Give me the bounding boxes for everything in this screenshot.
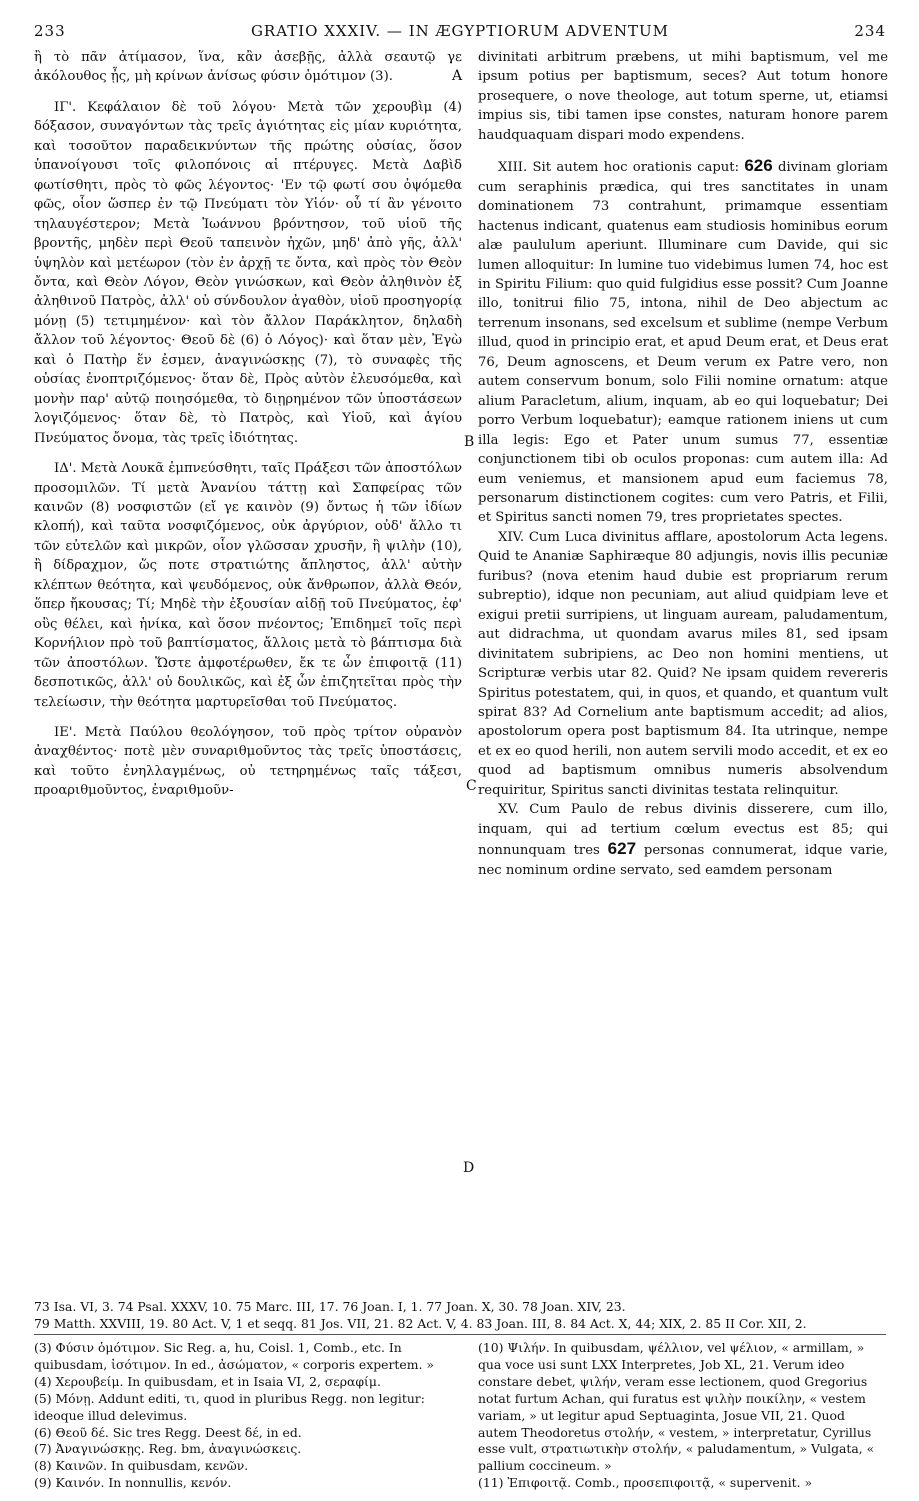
footnote: (9) Καινόν. In nonnullis, κενόν.: [34, 1475, 232, 1491]
page-number-left: 233: [34, 22, 66, 40]
greek-paragraph: ΙΕ'. Μετὰ Παύλου θεολόγησον, τοῦ πρὸς τρίτον οὐρανὸν ἀναχθέντος· ποτὲ μὲν συναριθμοῦντος τὰς τρεῖς ὑποστάσεις, καὶ τοῦτο ἐνηλλαγμένως, οὐ τετηρημένως ταῖς τάξεσι, προαριθμοῦντος, ἐναριθμοῦν-: [34, 724, 462, 799]
column-number: 626: [744, 156, 773, 176]
latin-paragraph: XIV. Cum Luca divinitus afflare, apostolorum Acta legens. Quid te Ananiæ Saphiræque 80 adjungis, novis illis pecuniæ furibus? (nova etenim haud dubie est propriarum rerum subreptio), idque non pecuniam, aut aliud quidpiam leve et exigui pretii surripiens, ut linguam auream, paludamentum, aut didrachma, ut quondam avarus miles 81, sed ipsam divinitatem subripiens, ac Deo non homini mentiens, ut Scripturæ verbis utar 82. Quid? Ne ipsam quidem revereris Spiritus potestatem, qui, in quos, et quando, et quantum vult spirat 83? Ad Cornelium ante baptismum accedit; ad alios, apostolorum opera post baptismum 84. Ita utrinque, nempe et ex eo quod herili, non autem servili modo accedit, et ex eo quod ad baptismum omnibus numeris absolvendum requiritur, Spiritus sancti divinitas testata relinquitur.: [478, 529, 888, 798]
margin-letter-b: B: [464, 434, 475, 450]
margin-letter-d: D: [463, 1160, 475, 1176]
footnote: (10) Ψιλήν. In quibusdam, ψέλλιον, vel ψέλιον, « armillam, » qua voce usi sunt LXX Interpretes, Job XL, 21. Verum ideo constare debet, ψιλήν, veram esse lectionem, quod Gregorius notat furtum Achan, qui furatus est ψιλὴν ποικίλην, « vestem variam, » ut legitur apud Septuaginta, Josue VII, 21. Quod autem Theodoretus στολήν, « vestem, » interpretatur, Cyrillus esse vult, στρατιωτικὴν στολήν, « paludamentum, » Vulgata, « pallium coccineum. »: [478, 1340, 875, 1474]
footnotes-right: [478, 1340, 888, 1492]
footnote: (7) Ἀναγινώσκῃς. Reg. bm, ἀναγινώσκεις.: [34, 1441, 302, 1457]
footnote: (5) Μόνῃ. Addunt editi, τι, quod in pluribus Regg. non legitur: ideoque illud delevimus.: [34, 1390, 425, 1423]
greek-column: [34, 48, 462, 801]
scripture-reference-line: 79 Matth. XXVIII, 19. 80 Act. V, 1 et seqq. 81 Jos. VII, 21. 82 Act. V, 4. 83 Joan. III, 8. 84 Act. X, 44; XIX, 2. 85 II Cor. XII, 2.: [34, 1316, 807, 1332]
footnote: (4) Χερουβείμ. In quibusdam, et in Isaia VI, 2, σεραφίμ.: [34, 1373, 381, 1389]
scripture-reference-line: 73 Isa. VI, 3. 74 Psal. XXXV, 10. 75 Marc. III, 17. 76 Joan. I, 1. 77 Joan. X, 30. 78 Joan. XIV, 23.: [34, 1299, 626, 1314]
scripture-references: [34, 1298, 886, 1332]
greek-paragraph: ΙΓ'. Κεφάλαιον δὲ τοῦ λόγου· Μετὰ τῶν χερουβὶμ (4) δόξασον, συναγόντων τὰς τρεῖς ἁγιότητας εἰς μίαν κυριότητα, καὶ τοσοῦτον παραδεικνύντων τῆς πρώτης οὐσίας, ὅσον ὑπανοίγουσι τοῖς φιλοπόνοις αἱ πτέρυγες. Μετὰ Δαβὶδ φωτίσθητι, πρὸς τὸ φῶς λέγοντος· 'Εν τῷ φωτί σου ὀψόμεθα φῶς, οἷον ὥσπερ ἐν τῷ Πνεύματι τὸν Υἱόν· οὗ τί ἂν γένοιτο τηλαυγέστερον; Μετὰ Ἰωάννου βρόντησον, τοῦ υἱοῦ τῆς βροντῆς, μηδὲν περὶ Θεοῦ ταπεινὸν ἠχῶν, μηδ' ἀπὸ γῆς, ἀλλ' ὑψηλὸν καὶ μετέωρον (τὸν ἐν ἀρχῇ τε ὄντα, καὶ πρὸς τὸν Θεὸν ὄντα, καὶ Θεὸν Λόγον, Θεὸν γινώσκων, καὶ Θεὸν ἀληθινὸν ἐξ ἀληθινοῦ Πατρὸς, ἀλλ' οὐ σύνδουλον ἀγαθὸν, υἱοῦ προσηγορίᾳ μόνῃ (5) τετιμημένον· καὶ τὸν ἄλλον Παράκλητον, δηλαδὴ ἄλλον τοῦ λέγοντος· Θεοῦ δὲ (6) ὁ Λόγος)· καὶ ὅταν μὲν, Ἐγὼ καὶ ὁ Πατὴρ ἕν ἐσμεν, ἀναγινώσκῃς (7), τὸ συναφὲς τῆς οὐσίας ἐνοπτριζόμενος· ὅταν δὲ, Πρὸς αὐτὸν ἐλευσόμεθα, καὶ μονὴν παρ' αὐτῷ ποιησόμεθα, τὸ διῃρημένον τῶν ὑποστάσεων λογιζόμενος· ὅταν δὲ, τὸ Πατρὸς, καὶ Υἱοῦ, καὶ ἁγίου Πνεύματος ὄνομα, τὰς τρεῖς ἰδιότητας.: [34, 99, 462, 446]
footnote: (8) Καινῶν. In quibusdam, κενῶν.: [34, 1458, 249, 1474]
running-title: GRATIO XXXIV. — IN ÆGYPTIORUM ADVENTUM: [250, 22, 670, 40]
footnote: (11) Ἐπιφοιτᾷ. Comb., προσεπιφοιτᾷ, « supervenit. »: [478, 1475, 813, 1491]
page-number-right: 234: [854, 22, 886, 40]
latin-paragraph: XIII. Sit autem hoc orationis caput: 626 divinam gloriam cum seraphinis prædica, qui tres sanctitates in unam dominationem 73 contrahunt, primamque essentiam hactenus indicant, quatenus eam studiosis hominibus eorum alæ paululum aperiunt. Illuminare cum Davide, qui sic lumen alloquitur: In lumine tuo videbimus lumen 74, hoc est in Spiritu Filium: quo quid fulgidius esse possit? Cum Joanne illo, tonitrui filio 75, intona, nihil de Deo abjectum ac terrenum insonans, sed excelsum et sublime (nempe Verbum illud, quod in principio erat, et apud Deum erat, et Deus erat 76, Deum agnoscens, et Deum verum ex Patre vero, non autem conservum bonum, solo Filii nomine ornatum: atque alium Paracletum, alium, inquam, ab eo qui loquebatur; Dei porro Verbum loquebatur); eamque rationem iniens ut cum illa legis: Ego et Pater unum sumus 77, essentiæ conjunctionem tibi ob oculos proponas: cum autem illa: Ad eum veniemus, et mansionem apud eum faciemus 78, personarum distinctionem cogites: cum vero Patris, et Filii, et Spiritus sancti nomen 79, tres proprietates spectes.: [478, 156, 889, 526]
column-number: 627: [607, 839, 637, 859]
running-header: [34, 22, 886, 44]
latin-paragraph: XV. Cum Paulo de rebus divinis disserere, cum illo, inquam, qui ad tertium cœlum evectus est 85; qui nonnunquam tres 627 personas connumerat, idque varie, nec nominum ordine servato, sed eamdem personam: [478, 802, 888, 878]
footnote-divider: [34, 1334, 886, 1335]
latin-paragraph: divinitati arbitrum præbens, ut mihi baptismum, vel me ipsum potius per baptismum, seces? Aut totum honore prosequere, o nove theologe, aut totum sperne, ut, etiamsi impius sis, tibi tamen ipse constes, naturam honore parem haudquaquam dispari modo expendens.: [478, 50, 888, 143]
margin-letter-c: C: [466, 778, 477, 794]
footnote: (6) Θεοῦ δέ. Sic tres Regg. Deest δέ, in ed.: [34, 1424, 302, 1440]
latin-column: [478, 48, 888, 880]
footnote: (3) Φύσιν ὁμότιμον. Sic Reg. a, hu, Coisl. 1, Comb., etc. In quibusdam, ἰσότιμον. In ed., ἀσώματον, « corporis expertem. »: [34, 1340, 434, 1372]
greek-paragraph: ΙΔ'. Μετὰ Λουκᾶ ἐμπνεύσθητι, ταῖς Πράξεσι τῶν ἀποστόλων προσομιλῶν. Τί μετὰ Ἀνανίου τάττῃ καὶ Σαπφείρας τῶν καινῶν (8) νοσφιστῶν (εἴ γε καινὸν (9) ὄντως ἡ τῶν ἰδίων κλοπή), καὶ ταῦτα νοσφιζόμενος, οὐκ ἀργύριον, οὐδ' ἄλλο τι τῶν εὐτελῶν καὶ μικρῶν, οἷον γλῶσσαν χρυσῆν, ἢ ψιλὴν (10), ἢ δίδραχμον, ὥς ποτε στρατιώτης ἄπληστος, ἀλλ' αὐτὴν κλέπτων θεότητα, καὶ ψευδόμενος, οὐκ ἄνθρωπον, ἀλλὰ Θεόν, ὅπερ ἤκουσας; Τί; Μηδὲ τὴν ἐξουσίαν αἰδῇ τοῦ Πνεύματος, ἐφ' οὓς θέλει, καὶ ἡνίκα, καὶ ὅσον πνέοντος; Ἐπιδημεῖ τοῖς περὶ Κορνήλιον πρὸ τοῦ βαπτίσματος, ἄλλοις μετὰ τὸ βάπτισμα διὰ τῶν ἀποστόλων. Ὥστε ἀμφοτέρωθεν, ἔκ τε ὧν ἐπιφοιτᾷ (11) δεσποτικῶς, ἀλλ' οὐ δουλικῶς, καὶ ἐξ ὧν ἐπιζητεῖται πρὸς τὴν τελείωσιν, τὴν θεότητα μαρτυρεῖσθαι τοῦ Πνεύματος.: [34, 461, 462, 710]
greek-paragraph: ἢ τὸ πᾶν ἀτίμασον, ἵνα, κἂν ἀσεβῇς, ἀλλὰ σεαυτῷ γε ἀκόλουθος ᾖς, μὴ κρίνων ἀνίσως φύσιν ὁμότιμον (3).: [34, 50, 462, 85]
footnotes-left: [34, 1340, 462, 1492]
margin-letter-a: A: [452, 68, 463, 84]
